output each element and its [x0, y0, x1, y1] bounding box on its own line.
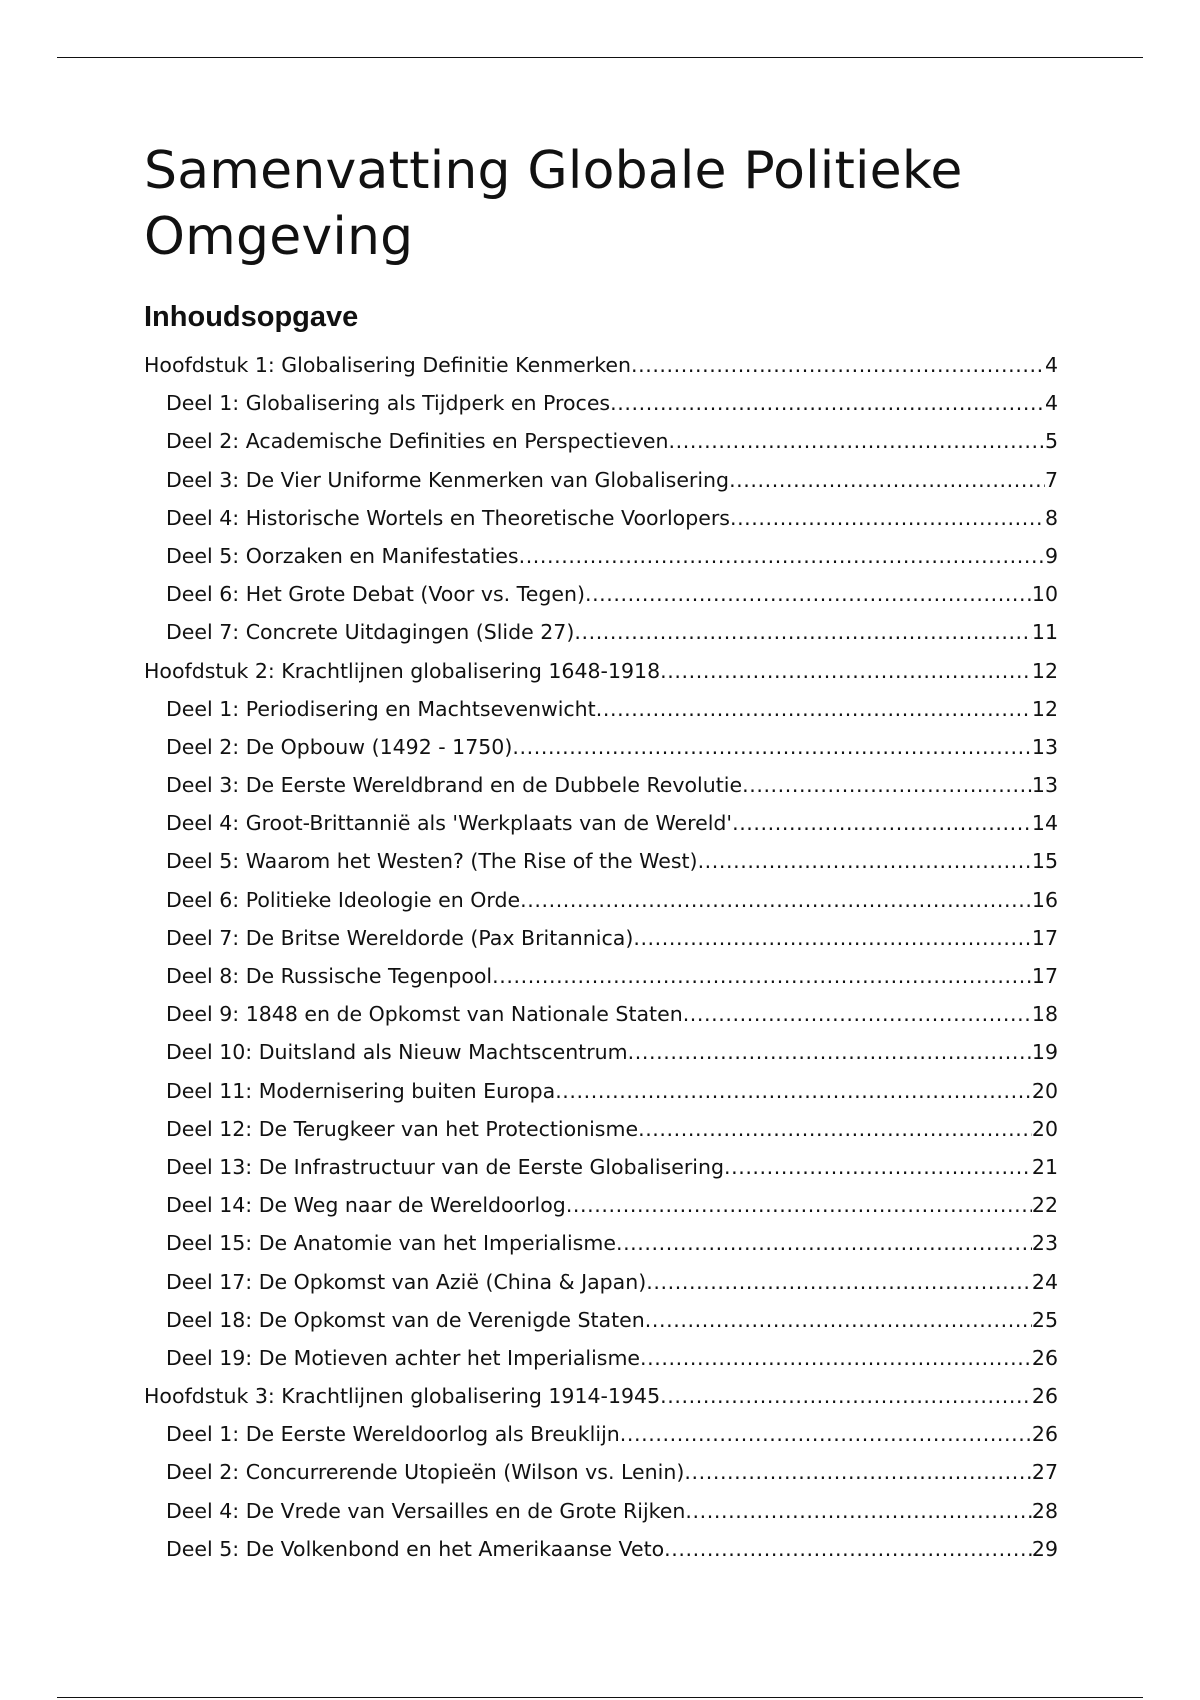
toc-entry-title: Deel 2: Concurrerende Utopieën (Wilson vs. Lenin) [166, 1460, 685, 1485]
toc-page-number: 11 [1031, 620, 1058, 645]
toc-dot-leader [742, 766, 1032, 804]
toc-section-link[interactable] [144, 1530, 1058, 1568]
toc-entry-title: Deel 12: De Terugkeer van het Protectionisme [166, 1116, 639, 1141]
toc-heading: Inhoudsopgave [144, 301, 359, 333]
toc-page-number: 27 [1031, 1460, 1058, 1485]
toc-entry-title: Deel 8: De Russische Tegenpool [166, 964, 493, 988]
toc-dot-leader [685, 1492, 1032, 1530]
toc-section-link[interactable] [144, 1415, 1058, 1453]
toc-dot-leader [492, 957, 1032, 995]
toc-section-link[interactable] [144, 690, 1058, 728]
toc-page-number: 29 [1031, 1536, 1058, 1561]
toc-section-link[interactable] [144, 537, 1058, 575]
toc-entry-title: Deel 11: Modernisering buiten Europa [166, 1078, 556, 1103]
toc-entry-title: Deel 5: Oorzaken en Manifestaties [166, 543, 519, 568]
toc-page-number: 9 [1044, 543, 1058, 568]
toc-dot-leader [660, 652, 1032, 690]
toc-section-link[interactable] [144, 804, 1058, 842]
toc-page-number: 13 [1031, 773, 1058, 798]
toc-entry-title: Deel 17: De Opkomst van Azië (China & Japan) [166, 1269, 647, 1294]
toc-section-link[interactable] [144, 1224, 1058, 1262]
toc-entry-title: Deel 4: De Vrede van Versailles en de Grote Rijken [166, 1498, 686, 1523]
toc-dot-leader [684, 1453, 1032, 1491]
toc-section-link[interactable] [144, 995, 1058, 1033]
toc-section-link[interactable] [144, 1110, 1058, 1148]
toc-section-link[interactable] [144, 728, 1058, 766]
toc-section-link[interactable] [144, 766, 1058, 804]
toc-chapter-link[interactable] [144, 346, 1058, 384]
toc-entry-title: Deel 6: Politieke Ideologie en Orde [166, 887, 521, 912]
toc-section-link[interactable] [144, 1186, 1058, 1224]
toc-section-link[interactable] [144, 613, 1058, 651]
toc-entry-title: Deel 18: De Opkomst van de Verenigde Staten [166, 1307, 645, 1332]
document-title-line2: Omgeving [144, 207, 414, 267]
toc-section-link[interactable] [144, 1339, 1058, 1377]
toc-entry-title: Deel 4: Groot-Brittannië als 'Werkplaats van de Wereld' [166, 811, 733, 836]
toc-entry-title: Hoofdstuk 3: Krachtlijnen globalisering 1914-1945 [144, 1384, 661, 1409]
toc-section-link[interactable] [144, 1072, 1058, 1110]
table-of-contents [144, 346, 1058, 1568]
toc-page-number: 12 [1031, 696, 1058, 721]
page-content [144, 138, 1058, 1568]
toc-entry-title: Deel 19: De Motieven achter het Imperialisme [166, 1345, 641, 1370]
toc-section-link[interactable] [144, 919, 1058, 957]
toc-section-link[interactable] [144, 842, 1058, 880]
toc-entry-title: Deel 10: Duitsland als Nieuw Machtscentrum [166, 1040, 628, 1065]
toc-dot-leader [730, 499, 1045, 537]
toc-section-link[interactable] [144, 1148, 1058, 1186]
toc-entry-title: Deel 3: De Eerste Wereldbrand en de Dubbele Revolutie [166, 773, 743, 798]
toc-chapter-link[interactable] [144, 652, 1058, 690]
toc-page-number: 25 [1031, 1307, 1058, 1332]
toc-page-number: 5 [1044, 429, 1058, 454]
toc-dot-leader [698, 842, 1032, 880]
toc-section-link[interactable] [144, 1263, 1058, 1301]
toc-page-number: 7 [1044, 467, 1058, 492]
toc-page-number: 13 [1031, 734, 1058, 759]
toc-dot-leader [732, 804, 1032, 842]
toc-entry-title: Deel 14: De Weg naar de Wereldoorlog [166, 1193, 566, 1218]
toc-dot-leader [596, 690, 1032, 728]
toc-entry-title: Deel 2: Academische Definities en Perspectieven [166, 429, 669, 454]
toc-section-link[interactable] [144, 499, 1058, 537]
toc-section-link[interactable] [144, 1301, 1058, 1339]
toc-entry-title: Deel 7: Concrete Uitdagingen (Slide 27) [166, 620, 575, 645]
toc-section-link[interactable] [144, 1492, 1058, 1530]
toc-page-number: 16 [1031, 887, 1058, 912]
toc-dot-leader [638, 1110, 1032, 1148]
toc-page-number: 17 [1031, 925, 1058, 950]
toc-dot-leader [633, 919, 1032, 957]
toc-entry-title: Deel 2: De Opbouw (1492 - 1750) [166, 734, 513, 759]
toc-page-number: 18 [1031, 1002, 1058, 1027]
toc-entry-title: Hoofdstuk 1: Globalisering Definitie Kenmerken [144, 353, 631, 377]
toc-page-number: 20 [1031, 1078, 1058, 1103]
toc-section-link[interactable] [144, 957, 1058, 995]
toc-page-number: 8 [1044, 505, 1058, 530]
toc-section-link[interactable] [144, 384, 1058, 422]
toc-page-number: 14 [1031, 811, 1058, 836]
toc-dot-leader [645, 1301, 1032, 1339]
toc-section-link[interactable] [144, 881, 1058, 919]
toc-dot-leader [664, 1530, 1032, 1568]
toc-dot-leader [729, 461, 1045, 499]
toc-dot-leader [646, 1263, 1032, 1301]
toc-dot-leader [640, 1339, 1032, 1377]
header-rule [57, 57, 1143, 58]
toc-page-number: 26 [1031, 1345, 1058, 1370]
toc-page-number: 22 [1031, 1193, 1058, 1218]
toc-page-number: 17 [1031, 964, 1058, 988]
toc-entry-title: Deel 9: 1848 en de Opkomst van Nationale Staten [166, 1002, 683, 1027]
toc-page-number: 19 [1031, 1040, 1058, 1065]
toc-entry-title: Hoofdstuk 2: Krachtlijnen globalisering 1648-1918 [144, 658, 661, 683]
toc-page-number: 12 [1031, 658, 1058, 683]
footer-rule [57, 1697, 1143, 1698]
toc-dot-leader [683, 995, 1032, 1033]
toc-dot-leader [669, 422, 1045, 460]
toc-entry-title: Deel 5: De Volkenbond en het Amerikaanse Veto [166, 1536, 665, 1561]
toc-entry-title: Deel 1: Periodisering en Machtsevenwicht [166, 696, 596, 721]
toc-dot-leader [628, 1033, 1032, 1071]
toc-dot-leader [574, 613, 1032, 651]
toc-section-link[interactable] [144, 1453, 1058, 1491]
toc-entry-title: Deel 1: Globalisering als Tijdperk en Proces [166, 391, 611, 416]
toc-section-link[interactable] [144, 461, 1058, 499]
toc-entry-title: Deel 1: De Eerste Wereldoorlog als Breuklijn [166, 1422, 620, 1447]
toc-entry-title: Deel 3: De Vier Uniforme Kenmerken van Globalisering [166, 467, 730, 492]
toc-page-number: 20 [1031, 1116, 1058, 1141]
toc-section-link[interactable] [144, 422, 1058, 460]
toc-chapter-link[interactable] [144, 1377, 1058, 1415]
toc-page-number: 26 [1031, 1422, 1058, 1447]
toc-page-number: 4 [1044, 353, 1058, 377]
toc-page-number: 24 [1031, 1269, 1058, 1294]
toc-entry-title: Deel 15: De Anatomie van het Imperialisme [166, 1231, 616, 1256]
toc-page-number: 10 [1031, 582, 1058, 607]
toc-dot-leader [520, 881, 1032, 919]
toc-section-link[interactable] [144, 575, 1058, 613]
toc-entry-title: Deel 7: De Britse Wereldorde (Pax Britannica) [166, 925, 634, 950]
toc-entry-title: Deel 5: Waarom het Westen? (The Rise of the West) [166, 849, 698, 874]
toc-dot-leader [660, 1377, 1032, 1415]
toc-entry-title: Deel 13: De Infrastructuur van de Eerste Globalisering [166, 1154, 724, 1179]
toc-dot-leader [610, 384, 1045, 422]
toc-page-number: 15 [1031, 849, 1058, 874]
toc-dot-leader [631, 346, 1045, 384]
toc-page-number: 28 [1031, 1498, 1058, 1523]
document-title-line1: Samenvatting Globale Politieke [144, 141, 963, 201]
toc-dot-leader [616, 1224, 1032, 1262]
toc-entry-title: Deel 6: Het Grote Debat (Voor vs. Tegen) [166, 582, 585, 607]
toc-page-number: 26 [1031, 1384, 1058, 1409]
document-title [144, 138, 1058, 270]
toc-dot-leader [585, 575, 1032, 613]
toc-dot-leader [555, 1072, 1032, 1110]
toc-page-number: 23 [1031, 1231, 1058, 1256]
toc-page-number: 21 [1031, 1154, 1058, 1179]
toc-page-number: 4 [1044, 391, 1058, 416]
toc-dot-leader [519, 537, 1045, 575]
toc-dot-leader [512, 728, 1032, 766]
toc-entry-title: Deel 4: Historische Wortels en Theoretische Voorlopers [166, 505, 730, 530]
toc-section-link[interactable] [144, 1033, 1058, 1071]
toc-dot-leader [724, 1148, 1032, 1186]
toc-dot-leader [620, 1415, 1032, 1453]
toc-dot-leader [566, 1186, 1032, 1224]
